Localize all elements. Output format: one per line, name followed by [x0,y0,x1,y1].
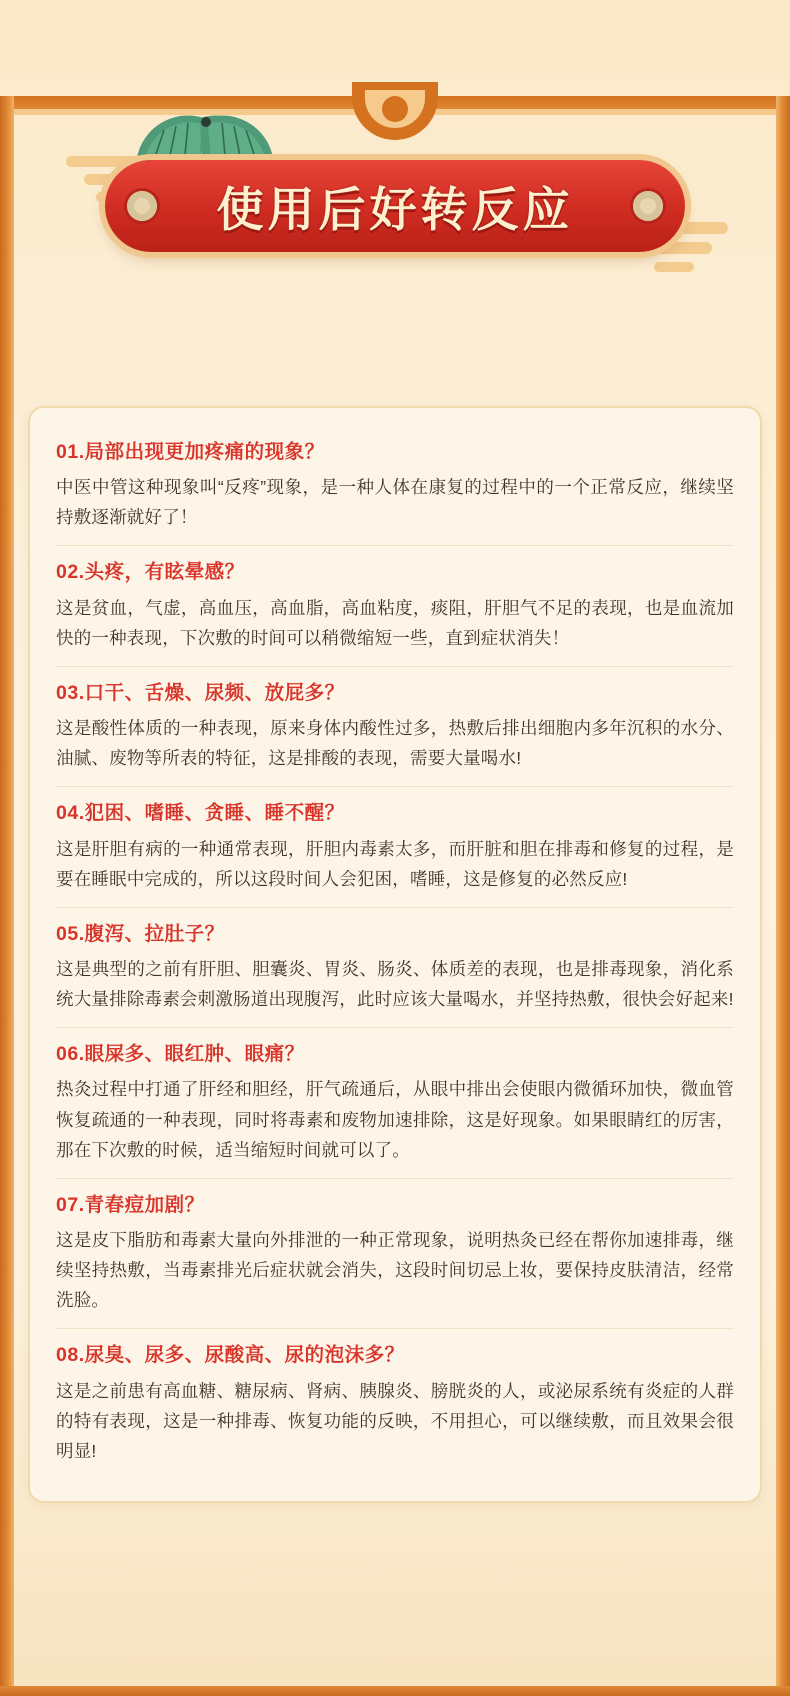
page-title: 使用后好转反应 [216,182,574,238]
list-item-title: 07.青春痘加剧？ [56,1193,205,1216]
list-item-body: 中医中管这种现象叫“反疼”现象，是一种人体在康复的过程中的一个正常反应，继续坚持敷逐渐就好了！ [56,477,734,528]
list-item-body: 这是酸性体质的一种表现，原来身体内酸性过多，热敷后排出细胞内多年沉积的水分、油腻、废物等所表的特征，这是排酸的表现，需要大量喝水! [56,718,734,769]
list-item-body: 这是之前患有高血糖、糖尿病、肾病、胰腺炎、膀胱炎的人，或泌尿系统有炎症的人群的特有表现，这是一种排毒、恢复功能的反映，不用担心，可以继续敷，而且效果会很明显! [56,1380,734,1461]
list-item [56,546,734,666]
list-item-title: 03.口干、舌燥、尿频、放屁多？ [56,681,345,704]
auspicious-cloud-icon [654,262,694,272]
left-border-bar [0,96,14,1696]
list-item [56,787,734,907]
list-item-body: 这是贫血，气虚，高血压，高血脂，高血粘度，痰阻，肝胆气不足的表现，也是血流加快的一种表现，下次敷的时间可以稍微缩短一些，直到症状消失！ [56,597,734,648]
list-item-body: 这是肝胆有病的一种通常表现，肝胆内毒素太多，而肝脏和胆在排毒和修复的过程，是要在睡眠中完成的，所以这段时间人会犯困，嗜睡，这是修复的必然反应! [56,838,734,889]
list-item-title: 06.眼屎多、眼红肿、眼痛？ [56,1043,305,1066]
list-item-body: 这是皮下脂肪和毒素大量向外排泄的一种正常现象，说明热灸已经在帮你加速排毒，继续坚持热敷，当毒素排光后症状就会消失，这段时间切忌上妆，要保持皮肤清洁，经常洗脸。 [56,1229,734,1311]
list-item-body: 热灸过程中打通了肝经和胆经，肝气疏通后，从眼中排出会使眼内微循环加快，微血管恢复疏通的一种表现，同时将毒素和废物加速排除，这是好现象。如果眼睛红的厉害，那在下次敷的时候，适当缩短时间就可以了。 [56,1079,734,1160]
list-item-body: 这是典型的之前有肝胆、胆囊炎、胃炎、肠炎、体质差的表现，也是排毒现象，消化系统大量排除毒素会刺激肠道出现腹泻，此时应该大量喝水，并坚持热敷，很快会好起来! [56,959,734,1010]
list-item [56,1329,734,1479]
list-item [56,426,734,546]
list-item-title: 01.局部出现更加疼痛的现象？ [56,441,325,463]
list-item-title: 02.头疼，有眩晕感？ [56,561,245,584]
page-title-plate [105,160,685,252]
list-item [56,908,734,1028]
list-item [56,1028,734,1179]
bottom-border-bar [0,1686,790,1696]
right-border-bar [776,96,790,1696]
list-item-title: 04.犯困、嗜睡、贪睡、睡不醒？ [56,802,345,825]
page-header [0,96,790,286]
list-item-title: 08.尿臭、尿多、尿酸高、尿的泡沫多？ [56,1344,405,1367]
list-item [56,1179,734,1330]
list-item-title: 05.腹泻、拉肚子？ [56,922,225,945]
reaction-list-card [28,406,762,1503]
list-item [56,667,734,787]
